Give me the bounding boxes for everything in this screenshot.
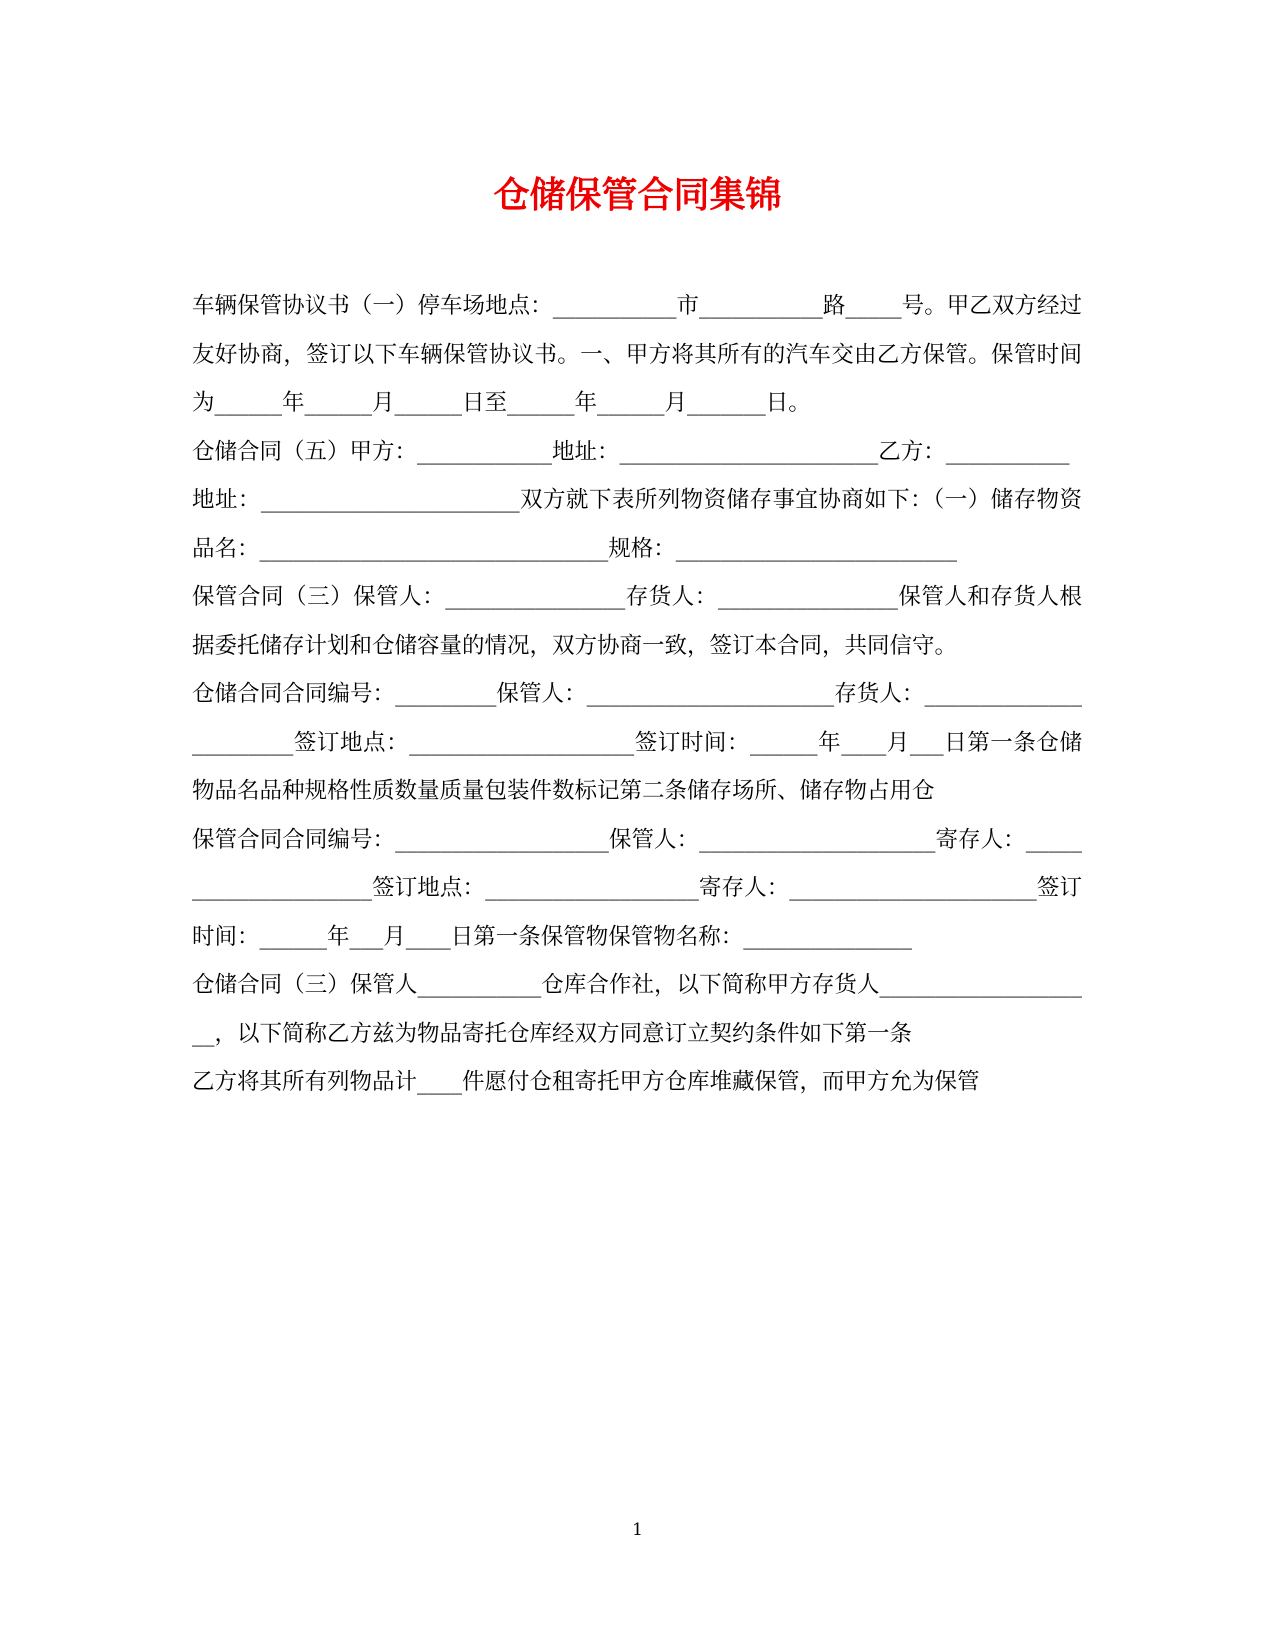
paragraph-warehouse-contract-5: 仓储合同（五）甲方：____________地址：_______________________乙方：___________ [192, 438, 1070, 465]
paragraph-vehicle-storage: 车辆保管协议书（一）停车场地点：___________市___________路_____号。甲乙双方经过友好协商，签订以下车辆保管协议书。一、甲方将其所有的汽车交由乙方保管。保管时间为______年______月______日至______年______月_______日。 [192, 293, 1082, 416]
paragraph-warehouse-contract-3: 仓储合同（三）保管人___________仓库合作社，以下简称甲方存货人____________________，以下简称乙方兹为物品寄托仓库经双方同意订立契约条件如下第一条 [192, 972, 1082, 1047]
page-number: 1 [632, 1520, 643, 1540]
document-title: 仓储保管合同集锦 [493, 175, 782, 216]
paragraph-custody-contract-number: 保管合同合同编号：___________________保管人：_____________________寄存人：_____________________签订地点：___________________寄存人：______________________签订时间：______年___月____日第一条保管物保管物名称：_______________ [192, 826, 1082, 950]
paragraph-address-materials: 地址：_______________________双方就下表所列物资储存事宜协商如下：（一）储存物资品名：_______________________________规格：_________________________ [192, 487, 1082, 562]
document-body [192, 282, 1082, 1107]
paragraph-warehouse-contract-number: 仓储合同合同编号：_________保管人：______________________存货人：_______________________签订地点：____________________签订时间：______年____月___日第一条仓储物品名品种规格性质数量质量包装件数标记第二条储存场所、储存物占用仓 [192, 681, 1082, 804]
paragraph-party-b-items: 乙方将其所有列物品计____件愿付仓租寄托甲方仓库堆藏保管，而甲方允为保管 [192, 1069, 980, 1095]
paragraph-custody-contract-3: 保管合同（三）保管人：________________存货人：________________保管人和存货人根据委托储存计划和仓储容量的情况，双方协商一致，签订本合同，共同信守。 [192, 584, 1082, 659]
